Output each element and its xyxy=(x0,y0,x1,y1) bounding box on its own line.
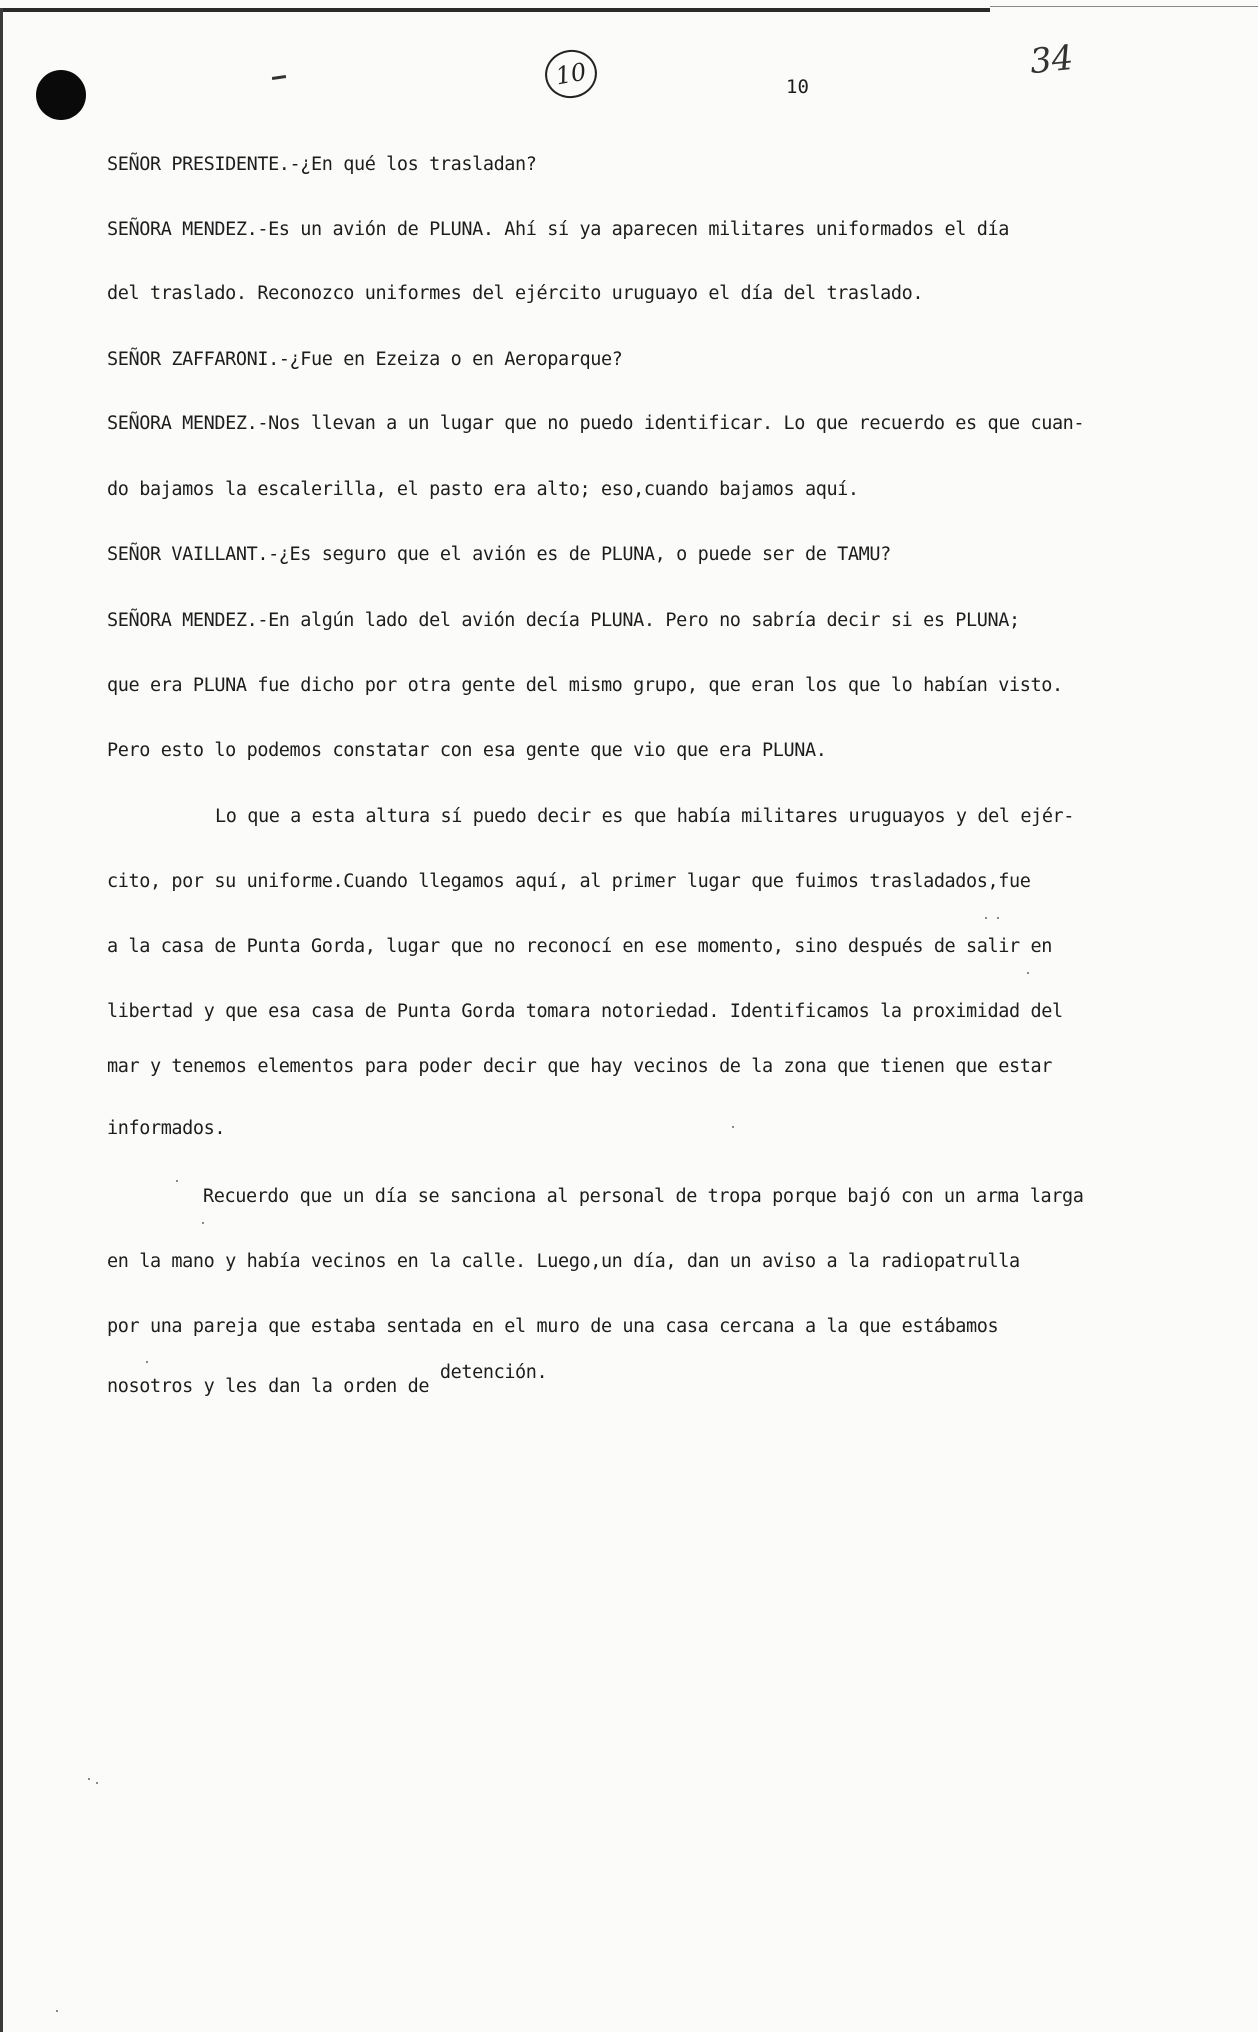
speck xyxy=(202,1222,204,1224)
text-line: en la mano y había vecinos en la calle. Luego,un día, dan un aviso a la radiopatrulla xyxy=(107,1251,1020,1272)
speck xyxy=(732,1126,734,1128)
text-line: que era PLUNA fue dicho por otra gente del mismo grupo, que eran los que lo habían visto. xyxy=(107,675,1063,696)
speck xyxy=(96,1782,98,1784)
speck xyxy=(1027,972,1029,974)
text-line: a la casa de Punta Gorda, lugar que no reconocí en ese momento, sino después de salir en xyxy=(107,936,1052,957)
text-line: del traslado. Reconozco uniformes del ejército uruguayo el día del traslado. xyxy=(107,283,924,304)
text-line: SEÑOR ZAFFARONI.-¿Fue en Ezeiza o en Aeroparque? xyxy=(107,349,623,370)
page-left-border xyxy=(0,8,3,2032)
text-line: libertad y que esa casa de Punta Gorda tomara notoriedad. Identificamos la proximidad del xyxy=(107,1001,1063,1022)
text-line: SEÑORA MENDEZ.-Es un avión de PLUNA. Ahí sí ya aparecen militares uniformados el día xyxy=(107,219,1009,240)
speck xyxy=(146,1361,148,1363)
speck xyxy=(176,1180,178,1182)
handwritten-folio-number: 34 xyxy=(1028,37,1076,83)
text-line: SEÑORA MENDEZ.-En algún lado del avión decía PLUNA. Pero no sabría decir si es PLUNA; xyxy=(107,610,1020,631)
text-line: cito, por su uniforme.Cuando llegamos aquí, al primer lugar que fuimos trasladados,fue xyxy=(107,871,1031,892)
text-line: SEÑOR VAILLANT.-¿Es seguro que el avión es de PLUNA, o puede ser de TAMU? xyxy=(107,544,891,565)
speck xyxy=(985,917,987,919)
text-line: por una pareja que estaba sentada en el muro de una casa cercana a la que estábamos xyxy=(107,1316,999,1337)
text-line-raised: detención. xyxy=(439,1362,548,1383)
text-line: SEÑOR PRESIDENTE.-¿En qué los trasladan? xyxy=(107,154,537,175)
speck xyxy=(56,2010,58,2012)
page-number: 10 xyxy=(786,76,809,98)
page-top-border-thin xyxy=(990,6,1258,7)
text-line: informados. xyxy=(107,1118,226,1139)
text-line xyxy=(107,1362,548,1397)
text-line: do bajamos la escalerilla, el pasto era alto; eso,cuando bajamos aquí. xyxy=(107,479,859,500)
text-line-part: nosotros y les dan la orden de xyxy=(107,1376,430,1397)
speck xyxy=(997,917,999,919)
punch-hole xyxy=(36,70,86,120)
text-line: SEÑORA MENDEZ.-Nos llevan a un lugar que no puedo identificar. Lo que recuerdo es que cuan- xyxy=(107,413,1085,434)
text-line: Recuerdo que un día se sanciona al personal de tropa porque bajó con un arma larga xyxy=(203,1186,1084,1207)
circled-page-number: 10 xyxy=(541,46,601,102)
text-line: Pero esto lo podemos constatar con esa gente que vio que era PLUNA. xyxy=(107,740,827,761)
speck xyxy=(88,1778,90,1780)
text-line: mar y tenemos elementos para poder decir que hay vecinos de la zona que tienen que estar xyxy=(107,1056,1052,1077)
page-top-border xyxy=(0,8,990,12)
pen-mark xyxy=(272,75,286,80)
text-line: Lo que a esta altura sí puedo decir es que había militares uruguayos y del ejér- xyxy=(215,806,1075,827)
